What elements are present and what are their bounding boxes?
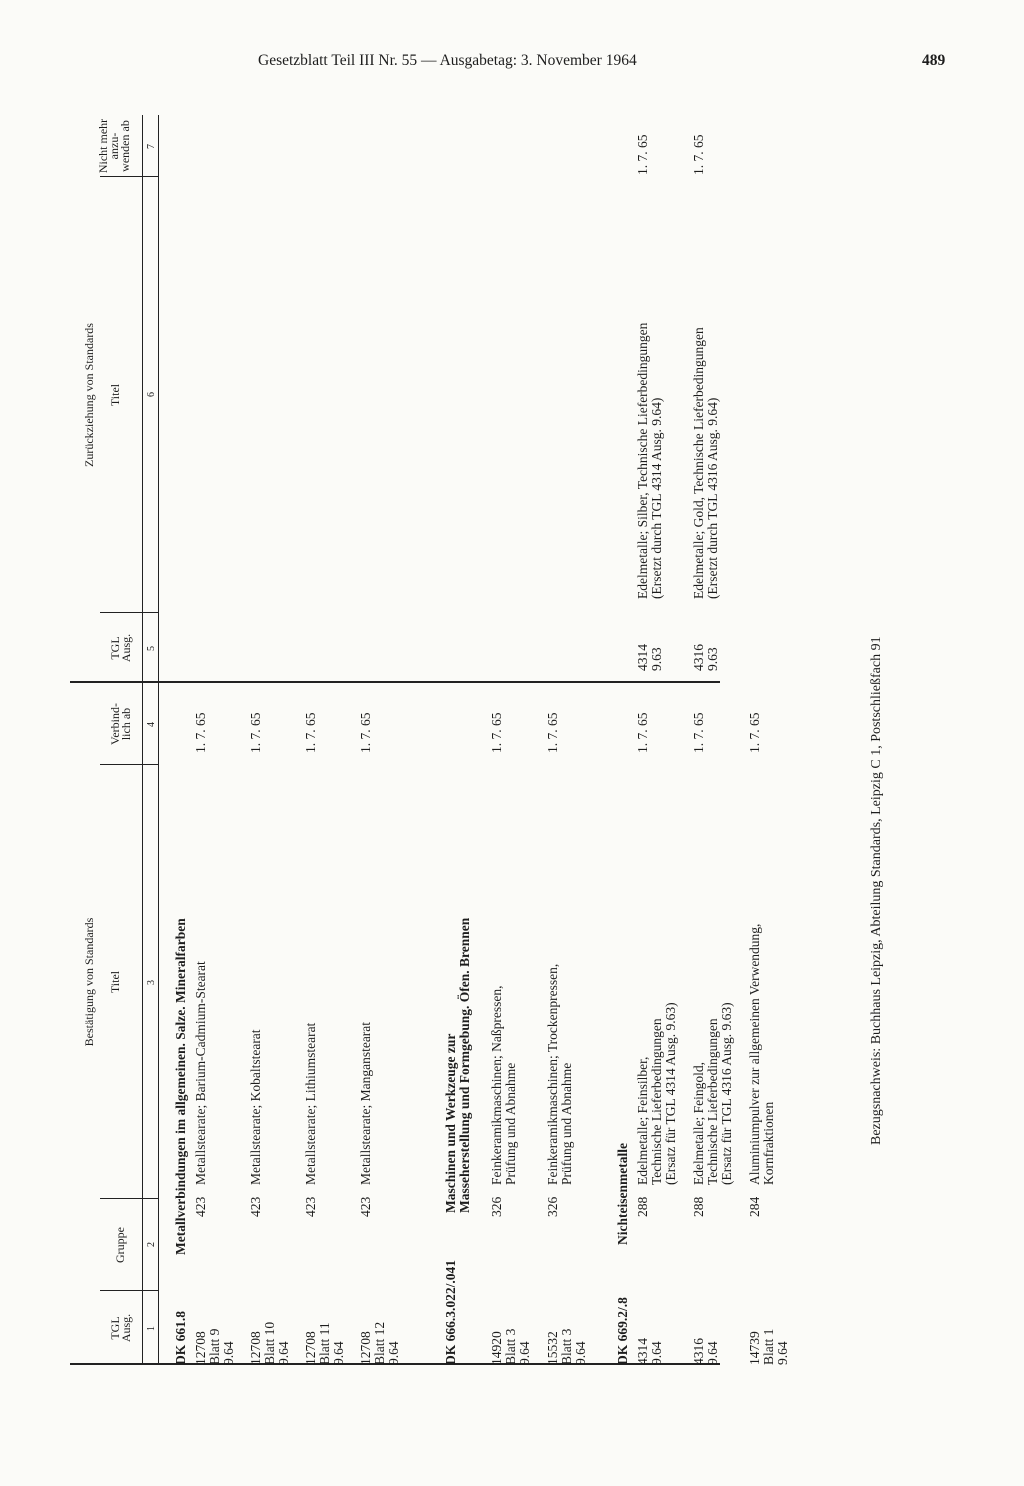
col-header-tgl-ausg: TGL Ausg. bbox=[108, 1313, 133, 1343]
row-titel: Feinkeramikmaschinen; Naßpressen, Prüfung und Abnahme bbox=[489, 985, 518, 1185]
row-withdrawn-titel: Edelmetalle; Gold, Technische Lieferbedingungen (Ersetzt durch TGL 4316 Ausg. 9.64) bbox=[691, 327, 720, 599]
row-gruppe: 288 bbox=[691, 1196, 706, 1217]
row-gruppe: 423 bbox=[248, 1196, 263, 1217]
row-nicht-mehr-ab: 1. 7. 65 bbox=[635, 134, 650, 175]
standards-table bbox=[70, 115, 884, 1365]
col-number: 6 bbox=[146, 392, 157, 397]
section-heading: Nichteisenmetalle bbox=[615, 1143, 630, 1245]
table-row: 14920 Blatt 3 9.64 bbox=[489, 1328, 532, 1365]
row-gruppe: 326 bbox=[545, 1196, 560, 1217]
row-verbindlich: 1. 7. 65 bbox=[248, 712, 263, 753]
row-verbindlich: 1. 7. 65 bbox=[635, 712, 650, 753]
col-header-titel: Titel bbox=[108, 970, 122, 994]
group-header-withdrawal: Zurückziehung von Standards bbox=[82, 323, 96, 467]
table-row: 12708 Blatt 11 9.64 bbox=[303, 1322, 346, 1365]
col-header-nicht-mehr: Nicht mehr anzu- wenden ab bbox=[96, 118, 132, 174]
table-row: 12708 Blatt 12 9.64 bbox=[358, 1321, 401, 1365]
section-dk: DK 666.3.022/.041 bbox=[443, 1259, 458, 1365]
row-verbindlich: 1. 7. 65 bbox=[545, 712, 560, 753]
col-number: 2 bbox=[146, 1242, 157, 1247]
row-gruppe: 284 bbox=[747, 1196, 762, 1217]
row-gruppe: 423 bbox=[193, 1196, 208, 1217]
col-header-withdrawn-tgl: TGL Ausg. bbox=[108, 633, 133, 663]
row-verbindlich: 1. 7. 65 bbox=[358, 712, 373, 753]
row-titel: Metallstearate; Lithiumstearat bbox=[303, 1022, 318, 1185]
row-titel: Edelmetalle; Feingold, Technische Lieferbedingungen (Ersatz für TGL 4316 Ausg. 9.63) bbox=[691, 1002, 734, 1185]
row-withdrawn-tgl: 4314 9.63 bbox=[635, 644, 664, 671]
footer-source-note: Bezugsnachweis: Buchhaus Leipzig, Abteilung Standards, Leipzig C 1, Postschließfach 91 bbox=[869, 636, 884, 1145]
row-gruppe: 423 bbox=[303, 1196, 318, 1217]
group-divider bbox=[70, 681, 720, 683]
row-titel: Aluminiumpulver zur allgemeinen Verwendung, Kornfraktionen bbox=[747, 923, 776, 1185]
table-row: 12708 Blatt 9 9.64 bbox=[193, 1328, 236, 1365]
row-gruppe: 288 bbox=[635, 1196, 650, 1217]
row-withdrawn-titel: Edelmetalle; Silber, Technische Lieferbedingungen (Ersetzt durch TGL 4314 Ausg. 9.64) bbox=[635, 322, 664, 599]
col-number: 4 bbox=[146, 722, 157, 727]
col-number: 7 bbox=[146, 144, 157, 149]
row-titel: Metallstearate; Manganstearat bbox=[358, 1021, 373, 1185]
col-number: 5 bbox=[146, 646, 157, 651]
row-nicht-mehr-ab: 1. 7. 65 bbox=[691, 134, 706, 175]
section-dk: DK 669.2/.8 bbox=[615, 1297, 630, 1365]
row-verbindlich: 1. 7. 65 bbox=[691, 712, 706, 753]
row-titel: Metallstearate; Kobaltstearat bbox=[248, 1029, 263, 1185]
col-number: 3 bbox=[146, 980, 157, 985]
table-row: 4314 9.64 bbox=[635, 1338, 664, 1365]
row-titel: Edelmetalle; Feinsilber, Technische Lieferbedingungen (Ersatz für TGL 4314 Ausg. 9.63) bbox=[635, 1002, 678, 1185]
row-verbindlich: 1. 7. 65 bbox=[303, 712, 318, 753]
col-header-gruppe: Gruppe bbox=[113, 1227, 127, 1263]
page-header bbox=[0, 52, 1024, 76]
row-withdrawn-tgl: 4316 9.63 bbox=[691, 644, 720, 671]
group-header-confirmation: Bestätigung von Standards bbox=[82, 917, 96, 1047]
row-titel: Metallstearate; Barium-Cadmium-Stearat bbox=[193, 961, 208, 1185]
section-heading: Maschinen und Werkzeuge zur Masseherstellung und Formgebung. Öfen. Brennen bbox=[443, 917, 472, 1213]
col-number: 1 bbox=[146, 1326, 157, 1331]
col-header-withdrawn-titel: Titel bbox=[108, 383, 122, 407]
header-right-extension bbox=[70, 115, 71, 683]
table-header-rule bbox=[142, 115, 143, 1365]
section-dk: DK 661.8 bbox=[173, 1311, 188, 1365]
row-verbindlich: 1. 7. 65 bbox=[489, 712, 504, 753]
table-row: 12708 Blatt 10 9.64 bbox=[248, 1321, 291, 1365]
row-verbindlich: 1. 7. 65 bbox=[193, 712, 208, 753]
page-number: 489 bbox=[922, 52, 946, 69]
table-row: 14739 Blatt 1 9.64 bbox=[747, 1328, 790, 1365]
col-header-verbindlich: Verbind- lich ab bbox=[108, 703, 133, 745]
table-row: 4316 9.64 bbox=[691, 1338, 720, 1365]
section-heading: Metallverbindungen im allgemeinen. Salze. Mineralfarben bbox=[173, 918, 188, 1255]
row-verbindlich: 1. 7. 65 bbox=[747, 712, 762, 753]
row-gruppe: 423 bbox=[358, 1196, 373, 1217]
row-titel: Feinkeramikmaschinen; Trockenpressen, Prüfung und Abnahme bbox=[545, 963, 574, 1185]
table-row: 15532 Blatt 3 9.64 bbox=[545, 1328, 588, 1365]
running-title: Gesetzblatt Teil III Nr. 55 — Ausgabetag: 3. November 1964 bbox=[258, 52, 637, 69]
row-gruppe: 326 bbox=[489, 1196, 504, 1217]
column-number-rule bbox=[158, 115, 159, 1365]
col-sep-2 bbox=[100, 1198, 158, 1199]
